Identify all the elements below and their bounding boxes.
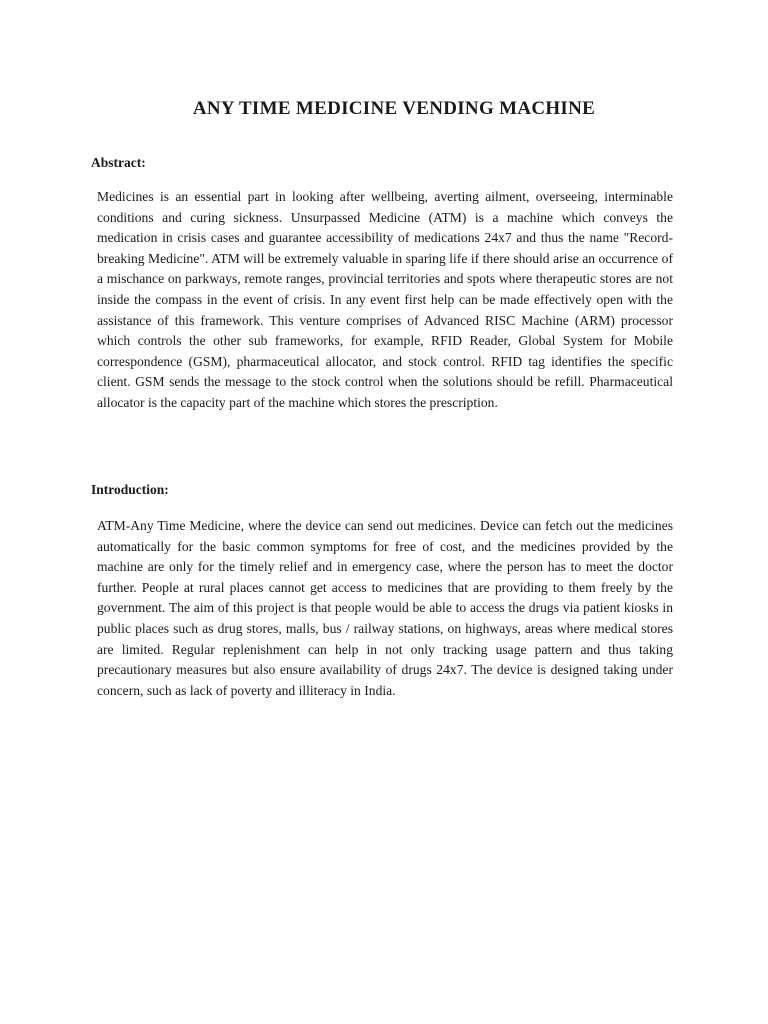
document-title: ANY TIME MEDICINE VENDING MACHINE	[192, 98, 596, 119]
introduction-heading: Introduction:	[91, 482, 169, 497]
introduction-paragraph: ATM-Any Time Medicine, where the device can send out medicines. Device can fetch out the medicines automatically for the basic common symptoms for free of cost, and the medicines provided by the machine are only for the timely relief and in emergency case, where the person has to meet the doctor further. People at rural places cannot get access to medicines that are providing to them freely by the government. The aim of this project is that people would be able to access the drugs via patient kiosks in public places such as drug stores, malls, bus / railway stations, on highways, areas where medical stores are limited. Regular replenishment can help in not only tracking usage pattern and thus taking precautionary measures but also ensure availability of drugs 24x7. The device is designed taking under concern, such as lack of poverty and illiteracy in India.	[97, 518, 673, 698]
abstract-paragraph: Medicines is an essential part in looking after wellbeing, averting ailment, overseeing, interminable conditions and curing sickness. Unsurpassed Medicine (ATM) is a machine which conveys the medication in crisis cases and guarantee accessibility of medications 24x7 and thus the name "Record-breaking Medicine". ATM will be extremely valuable in sparing life if there should arise an occurrence of a mischance on parkways, remote ranges, provincial territories and spots where therapeutic stores are not inside the compass in the event of crisis. In any event first help can be made effectively open with the assistance of this framework. This venture comprises of Advanced RISC Machine (ARM) processor which controls the other sub frameworks, for example, RFID Reader, Global System for Mobile correspondence (GSM), pharmaceutical allocator, and stock control. RFID tag identifies the specific client. GSM sends the message to the stock control when the solutions should be refill. Pharmaceutical allocator is the capacity part of the machine which stores the prescription.	[97, 189, 673, 410]
abstract-heading: Abstract:	[91, 155, 146, 170]
